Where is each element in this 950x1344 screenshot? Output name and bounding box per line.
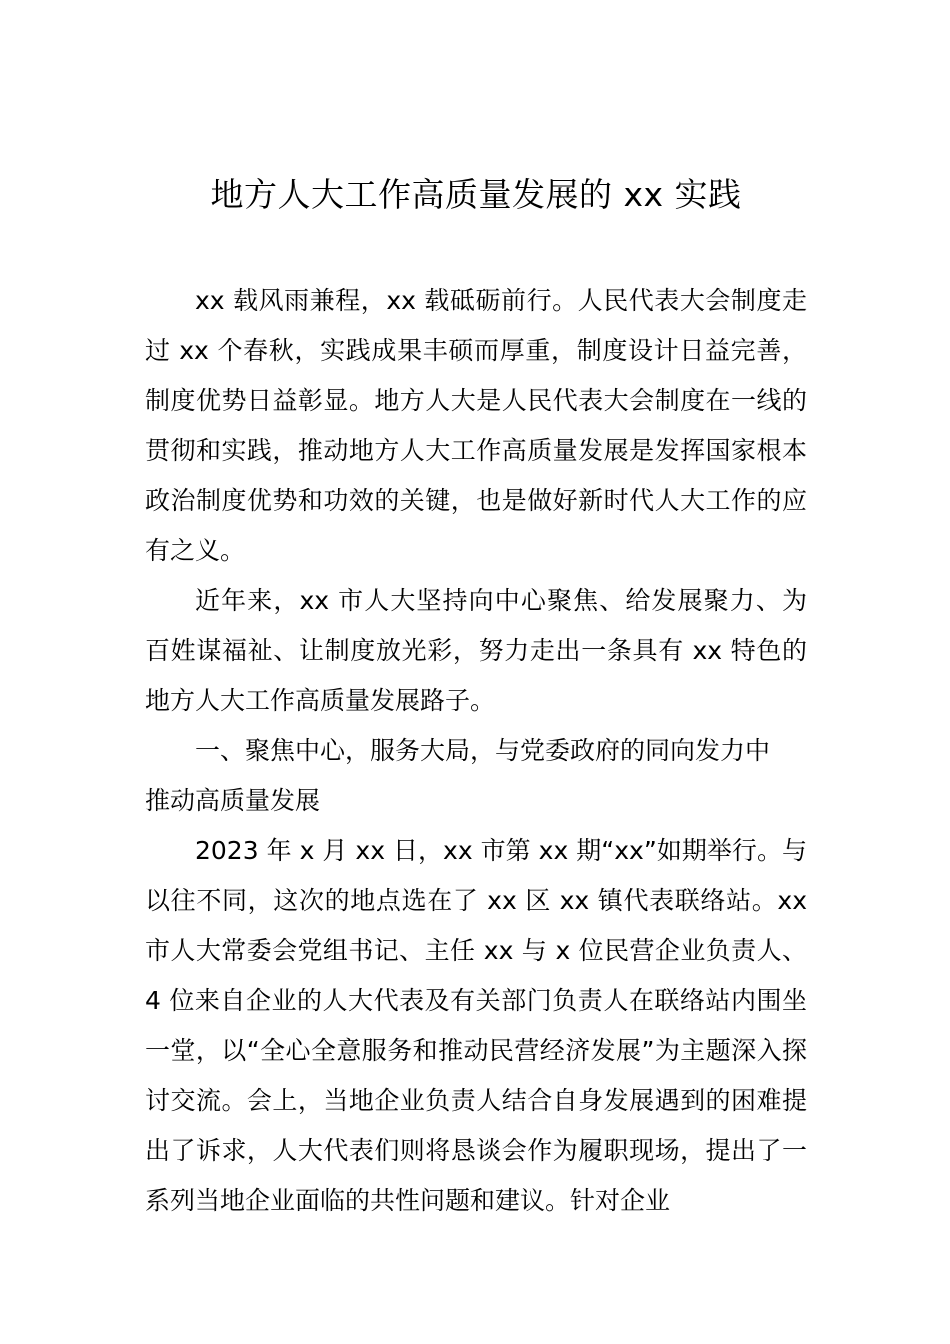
document-title: 地方人大工作高质量发展的 xx 实践 [210,175,742,214]
section-heading: 一、聚焦中心，服务大局，与党委政府的同向发力中推动高质量发展 [145,736,771,815]
document-body [145,276,807,1226]
paragraph-section-1: 2023 年 x 月 xx 日，xx 市第 xx 期“xx”如期举行。与以往不同，这次的地点选在了 xx 区 xx 镇代表联络站。xx 市人大常委会党组书记、主任 xx 与 x 位民营企业负责人、4 位来自企业的人大代表及有关部门负责人在联络站内围坐一堂，以“全心全意服务和推动民营经济发展”为主题深入探讨交流。会上，当地企业负责人结合自身发展遇到的困难提出了诉求，人大代表们则将恳谈会作为履职现场，提出了一系列当地企业面临的共性问题和建议。针对企业 [145,836,807,1215]
paragraph-intro: xx 载风雨兼程，xx 载砥砺前行。人民代表大会制度走过 xx 个春秋，实践成果丰硕而厚重，制度设计日益完善，制度优势日益彰显。地方人大是人民代表大会制度在一线的贯彻和实践，推动地方人大工作高质量发展是发挥国家根本政治制度优势和功效的关键，也是做好新时代人大工作的应有之义。 [145,286,807,565]
paragraph-overview: 近年来，xx 市人大坚持向中心聚焦、给发展聚力、为百姓谋福祉、让制度放光彩，努力走出一条具有 xx 特色的地方人大工作高质量发展路子。 [145,586,807,715]
